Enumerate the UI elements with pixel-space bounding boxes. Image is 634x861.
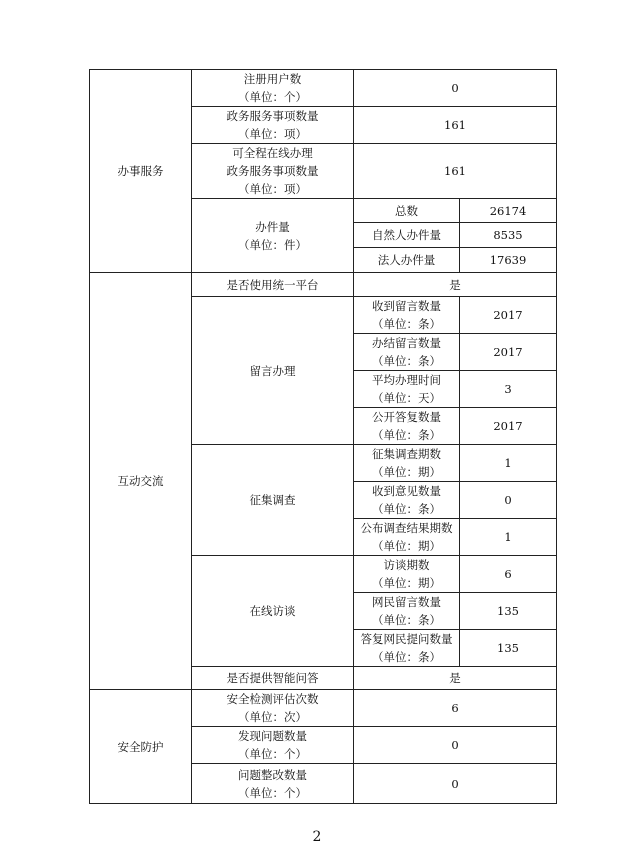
netizen-messages-label: 网民留言数量 （单位：条） [354,593,460,630]
table-row [90,690,557,727]
survey-periods-value: 1 [460,445,557,482]
volume-total-label: 总数 [354,199,460,223]
table-row [90,70,557,107]
smart-qa-label: 是否提供智能问答 [192,667,354,690]
avg-time-label: 平均办理时间 （单位：天） [354,371,460,408]
volume-natural-value: 8535 [460,223,557,248]
registered-users-label: 注册用户数 （单位：个） [192,70,354,107]
survey-results-value: 1 [460,519,557,556]
received-messages-label: 收到留言数量 （单位：条） [354,297,460,334]
netizen-answers-label: 答复网民提问数量 （单位：条） [354,630,460,667]
netizen-answers-value: 135 [460,630,557,667]
table-row [90,273,557,297]
page-number: 2 [312,829,322,845]
category-interaction: 互动交流 [90,273,192,690]
online-items-label: 可全程在线办理 政务服务事项数量 （单位：项） [192,144,354,199]
survey-label: 征集调查 [192,445,354,556]
service-items-value: 161 [354,107,557,144]
volume-label: 办件量 （单位：件） [192,199,354,273]
smart-qa-value: 是 [354,667,557,690]
platform-value: 是 [354,273,557,297]
statistics-table [89,69,557,804]
survey-periods-label: 征集调查期数 （单位：期） [354,445,460,482]
public-replies-label: 公开答复数量 （单位：条） [354,408,460,445]
online-items-value: 161 [354,144,557,199]
issues-fixed-label: 问题整改数量 （单位：个） [192,764,354,804]
interview-periods-value: 6 [460,556,557,593]
assessments-label: 安全检测评估次数 （单位：次） [192,690,354,727]
volume-natural-label: 自然人办件量 [354,223,460,248]
assessments-value: 6 [354,690,557,727]
issues-found-value: 0 [354,727,557,764]
handled-messages-label: 办结留言数量 （单位：条） [354,334,460,371]
messages-label: 留言办理 [192,297,354,445]
issues-fixed-value: 0 [354,764,557,804]
service-items-label: 政务服务事项数量 （单位：项） [192,107,354,144]
registered-users-value: 0 [354,70,557,107]
volume-total-value: 26174 [460,199,557,223]
volume-legal-label: 法人办件量 [354,248,460,273]
category-office-service: 办事服务 [90,70,192,273]
opinions-label: 收到意见数量 （单位：条） [354,482,460,519]
volume-legal-value: 17639 [460,248,557,273]
received-messages-value: 2017 [460,297,557,334]
avg-time-value: 3 [460,371,557,408]
category-security: 安全防护 [90,690,192,804]
public-replies-value: 2017 [460,408,557,445]
interview-periods-label: 访谈期数 （单位：期） [354,556,460,593]
issues-found-label: 发现问题数量 （单位：个） [192,727,354,764]
interview-label: 在线访谈 [192,556,354,667]
survey-results-label: 公布调查结果期数 （单位：期） [354,519,460,556]
opinions-value: 0 [460,482,557,519]
handled-messages-value: 2017 [460,334,557,371]
netizen-messages-value: 135 [460,593,557,630]
platform-label: 是否使用统一平台 [192,273,354,297]
